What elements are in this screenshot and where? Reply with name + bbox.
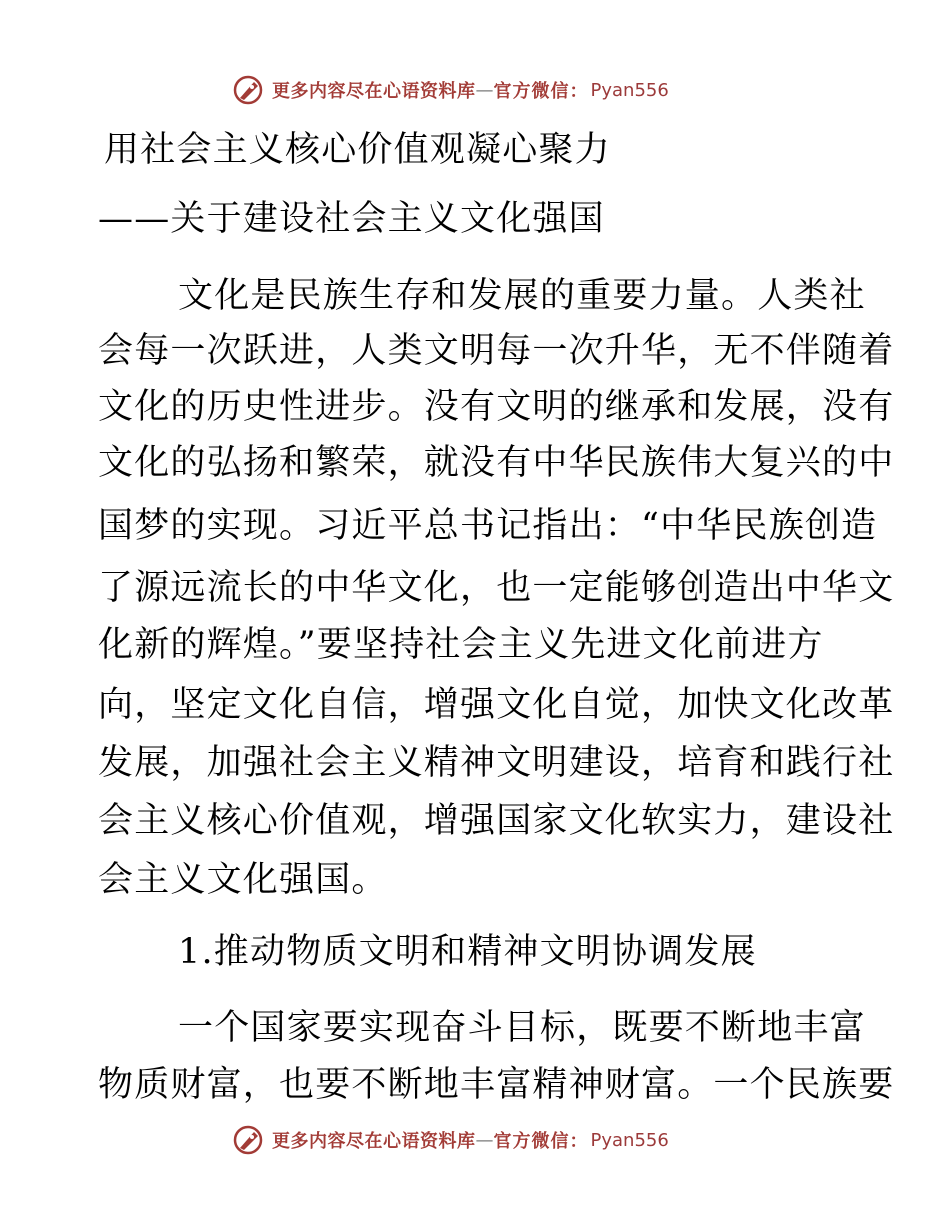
watermark-label: 官方微信： <box>493 1131 589 1152</box>
section-heading: 1.推动物质文明和精神文明协调发展 <box>178 932 757 972</box>
pen-nib-logo-icon <box>232 1124 264 1156</box>
watermark-brand: 更多内容尽在心语资料库 <box>272 81 476 102</box>
paragraph-line: 化新的辉煌。”要坚持社会主义先进文化前进方 <box>98 625 824 665</box>
paragraph-line: 物质财富，也要不断地丰富精神财富。一个民族要 <box>98 1065 895 1105</box>
pen-nib-logo-icon <box>232 74 264 106</box>
document-title: 用社会主义核心价值观凝心聚力 <box>104 130 611 170</box>
paragraph-line: 发展，加强社会主义精神文明建设，培育和践行社 <box>98 743 895 783</box>
paragraph-line: 向，坚定文化自信，增强文化自觉，加快文化改革 <box>98 685 895 725</box>
watermark-header <box>232 70 669 110</box>
paragraph-line: 文化是民族生存和发展的重要力量。人类社 <box>178 276 866 316</box>
paragraph-line: 会主义文化强国。 <box>98 860 388 900</box>
paragraph-line: 国梦的实现。习近平总书记指出：“中华民族创造 <box>98 506 878 546</box>
paragraph-line: 会主义核心价值观，增强国家文化软实力，建设社 <box>98 801 895 841</box>
watermark-dash: — <box>475 1129 494 1151</box>
watermark-account: Pyan556 <box>590 1129 669 1151</box>
paragraph-line: 一个国家要实现奋斗目标，既要不断地丰富 <box>178 1008 866 1048</box>
paragraph-line: 会每一次跃进，人类文明每一次升华，无不伴随着 <box>98 331 895 371</box>
document-subtitle: ——关于建设社会主义文化强国 <box>98 199 605 239</box>
paragraph-line: 文化的弘扬和繁荣，就没有中华民族伟大复兴的中 <box>98 443 895 483</box>
watermark-footer <box>232 1120 669 1160</box>
watermark-brand: 更多内容尽在心语资料库 <box>272 1131 476 1152</box>
watermark-dash: — <box>475 79 494 101</box>
paragraph-line: 了源远流长的中华文化，也一定能够创造出中华文 <box>98 568 895 608</box>
watermark-label: 官方微信： <box>493 81 589 102</box>
paragraph-line: 文化的历史性进步。没有文明的继承和发展，没有 <box>98 387 895 427</box>
watermark-account: Pyan556 <box>590 79 669 101</box>
